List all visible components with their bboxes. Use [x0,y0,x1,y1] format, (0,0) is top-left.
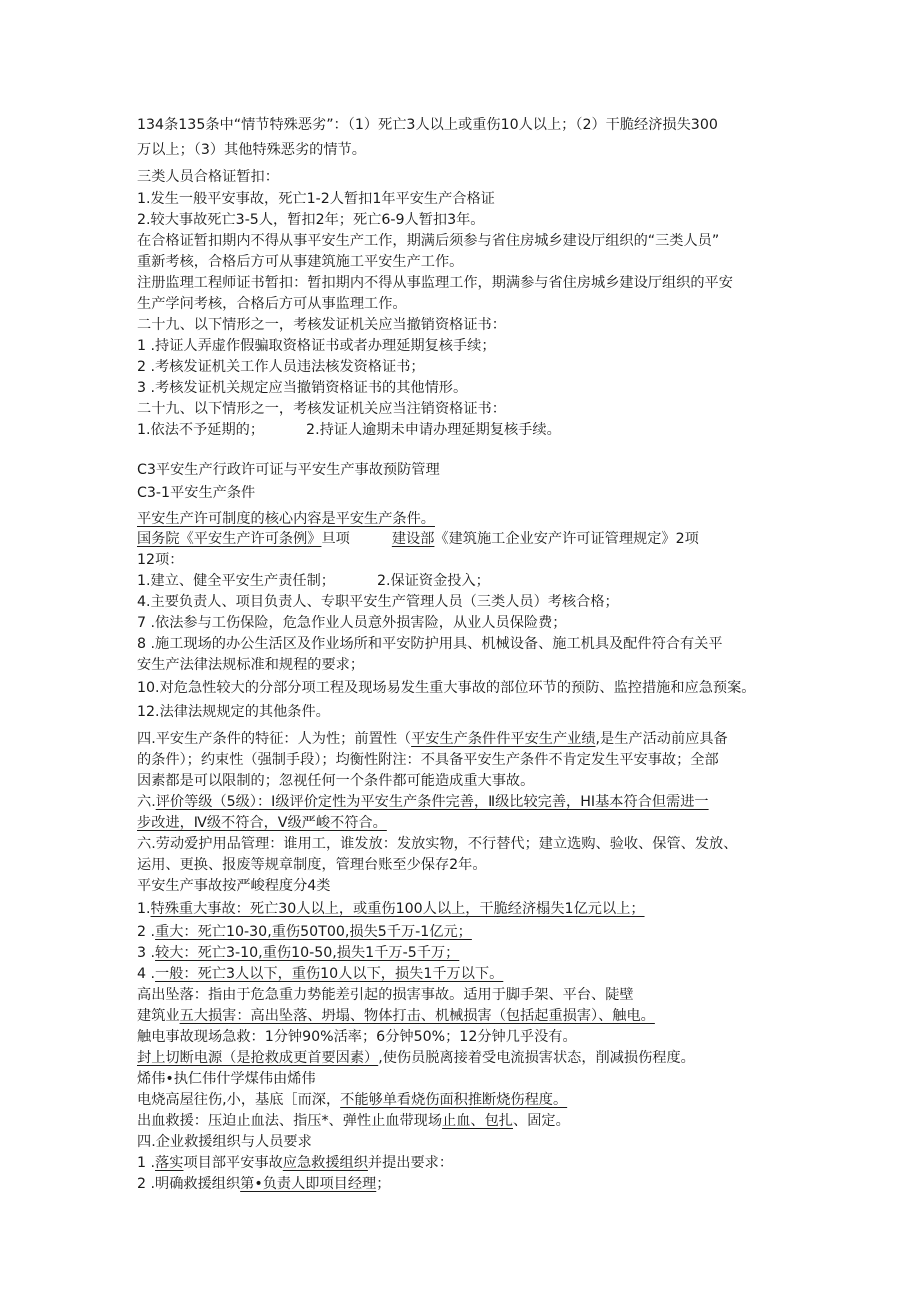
text-run: 项目部平安事故 [183,1155,283,1171]
para-line-1: 134条135条中“情节特殊恶劣”：（1）死亡3人以上或重伤10人以上；（2）干脆经济损失300 [137,117,718,133]
list-item [137,899,645,919]
para-line-2: 万以上；（3）其他特殊恶劣的情节。 [137,142,366,158]
para-line: 注册监理工程师证书暂扣：暂扣期内不得从事监理工作，期满参与省住房城乡建设厅组织的平安 [137,275,733,291]
text-run: 2 . [137,924,156,940]
list-item: 2 .考核发证机关工作人员违法核发资格证书； [137,359,425,375]
underlined-run: 评价等级（5级）：Ⅰ级评价定性为平安生产条件完善，Ⅱ级比较完善，HI基本符合但需进一 [155,794,709,810]
para-line: 的条件）；约束性（强制手段）；均衡性附注：不具备平安生产条件不肯定发生平安事故；全部 [137,752,719,768]
underlined-run: 止血、包扎 [442,1113,513,1129]
text-run: 建筑业 [137,1008,180,1024]
regulation-text: 《建筑施工企业安产许可证管理规定》2项 [434,531,699,547]
text-run: ,是生产活动前应具备 [595,731,728,747]
text-run: 2 .明确救援组织 [137,1176,241,1192]
list-item [137,943,459,963]
para-line: 12项： [137,552,184,568]
list-item: 2.保证资金投入； [376,573,490,589]
list-item [137,1153,453,1173]
para-line [137,1006,655,1026]
section-heading: 二十九、以下情形之一，考核发证机关应当注销资格证书： [137,401,506,417]
regulation-count: 旦项 [321,531,350,547]
para-line [137,1090,567,1110]
text-run: ； [376,1176,391,1192]
section-heading: 四.企业救援组织与人员要求 [137,1134,312,1150]
list-item [137,922,472,942]
list-item: 2.较大事故死亡3-5人，暂扣2年；死亡6-9人暂扣3年。 [137,212,485,228]
regulation-ministry: 建设部 [391,531,435,547]
para-line: 步改进，Ⅳ级不符合，Ⅴ级严峻不符合。 [137,815,387,831]
para-line [137,729,728,749]
para-line: 运用、更换、报废等规章制度，管理台账至少保存2年。 [137,857,487,873]
text-run: 1 . [137,1155,156,1171]
section-heading: 二十九、以下情形之一，考核发证机关应当撤销资格证书： [137,317,506,333]
text-run: 电烧高屋往伤,小，基底［而深， [137,1092,341,1108]
para-line: 触电事故现场急救：1分钟90%活率；6分钟50%；12分钟几乎没有。 [137,1029,577,1045]
list-item: 10.对危急性较大的分部分项工程及现场易发生重大事故的部位环节的预防、监控措施和应急预案。 [137,680,756,696]
para-line: 高出坠落：指由于危急重力势能差引起的损害事故。适用于脚手架、平台、陡壁 [137,987,634,1003]
underlined-run: 五大损害：高出坠落、坍塌、物体打击、机械损害（包括起重损害）、触电。 [179,1008,655,1024]
list-item-pair [137,571,490,591]
text-run: ,使伤员脱离接着受电流损害状态，削减损伤程度。 [378,1050,695,1066]
underlined-run: 不能够单看烧伤面积推断烧伤程度。 [340,1092,568,1108]
para-line: 烯伟•执仁伟什学煤伟由烯伟 [137,1071,316,1087]
para-line: 在合格证暂扣期内不得从事平安生产工作，期满后须参与省住房城乡建设厅组织的“三类人员” [137,233,720,249]
underlined-run: 较大：死亡3-10,重伤10-50,损失1千万-5千万； [155,945,460,961]
list-item: 3 .考核发证机关规定应当撤销资格证书的其他情形。 [137,380,468,396]
list-item-pair [137,420,561,440]
para-line: 平安生产事故按严峻程度分4类 [137,878,331,894]
regulation-state-council: 国务院《平安生产许可条例》 [137,531,322,547]
para-line: 六.劳动爱护用品管理：谁用工，谁发放：发放实物，不行替代；建立选购、验收、保管、发放、 [137,836,738,852]
key-sentence: 平安生产许可制度的核心内容是平安生产条件。 [137,511,435,527]
list-item: 1 .持证人弄虚作假骗取资格证书或者办理延期复核手续； [137,338,496,354]
para-line: 安生产法律法规标准和规程的要求； [137,657,365,673]
para-line: 重新考核，合格后方可从事建筑施工平安生产工作。 [137,254,464,270]
list-item: 4.主要负责人、项目负责人、专职平安生产管理人员（三类人员）考核合格； [137,594,619,610]
underlined-run: 应急救援组织 [282,1155,368,1171]
list-item: 2.持证人逾期未申请办理延期复核手续。 [306,422,561,438]
list-item: 1.发生一般平安事故，死亡1-2人暂扣1年平安生产合格证 [137,191,495,207]
list-item [137,964,503,984]
underlined-run: 平安生产条件件平安生产业绩 [411,731,596,747]
underlined-run: 第•负责人即项目经理 [240,1176,377,1192]
text-run: 3 . [137,945,156,961]
para-line [137,1111,570,1131]
para-line [137,792,709,812]
underlined-run: 封上切断电源（是抢救成更首要因素） [137,1050,379,1066]
underlined-run: 特殊重大事故：死亡30人以上，或重伤100人以上，干脆经济榻失1亿元以上； [150,901,645,917]
para-line [137,1048,695,1068]
regulation-line [137,529,699,549]
list-item: 1.依法不予延期的； [137,422,265,438]
text-run: 四.平安生产条件的特征：人为性；前置性（ [137,731,412,747]
text-run: 1. [137,901,151,917]
chapter-heading: C3平安生产行政许可证与平安生产事故预防管理 [137,462,440,478]
heading-cert-suspension: 三类人员合格证暂扣： [137,169,279,185]
list-item: 8 .施工现场的办公生活区及作业场所和平安防护用具、机械设备、施工机具及配件符合有关平 [137,636,723,652]
underlined-run: 落实 [155,1155,184,1171]
text-run: 六. [137,794,156,810]
underlined-run: 一般：死亡3人以下，重伤10人以下，损失1千万以下。 [155,966,504,982]
sub-heading: C3-1平安生产条件 [137,485,256,501]
para-line: 生产学问考核，合格后方可从事监理工作。 [137,296,407,312]
text-run: 并提出要求： [367,1155,454,1171]
list-item: 1.建立、健全平安生产责任制； [137,573,335,589]
para-line: 因素都是可以限制的；忽视任何一个条件都可能造成重大事故。 [137,773,535,789]
list-item [137,1174,390,1194]
text-run: 出血救援：压迫止血法、指压*、弹性止血带现场 [137,1113,443,1129]
underlined-run: 重大：死亡10-30,重伤50T00,损失5千万-1亿元； [155,924,472,940]
text-run: 4 . [137,966,156,982]
list-item: 12.法律法规规定的其他条件。 [137,704,330,720]
text-run: 、固定。 [513,1113,570,1129]
list-item: 7 .依法参与工伤保险，危急作业人员意外损害险，从业人员保险费； [137,615,567,631]
